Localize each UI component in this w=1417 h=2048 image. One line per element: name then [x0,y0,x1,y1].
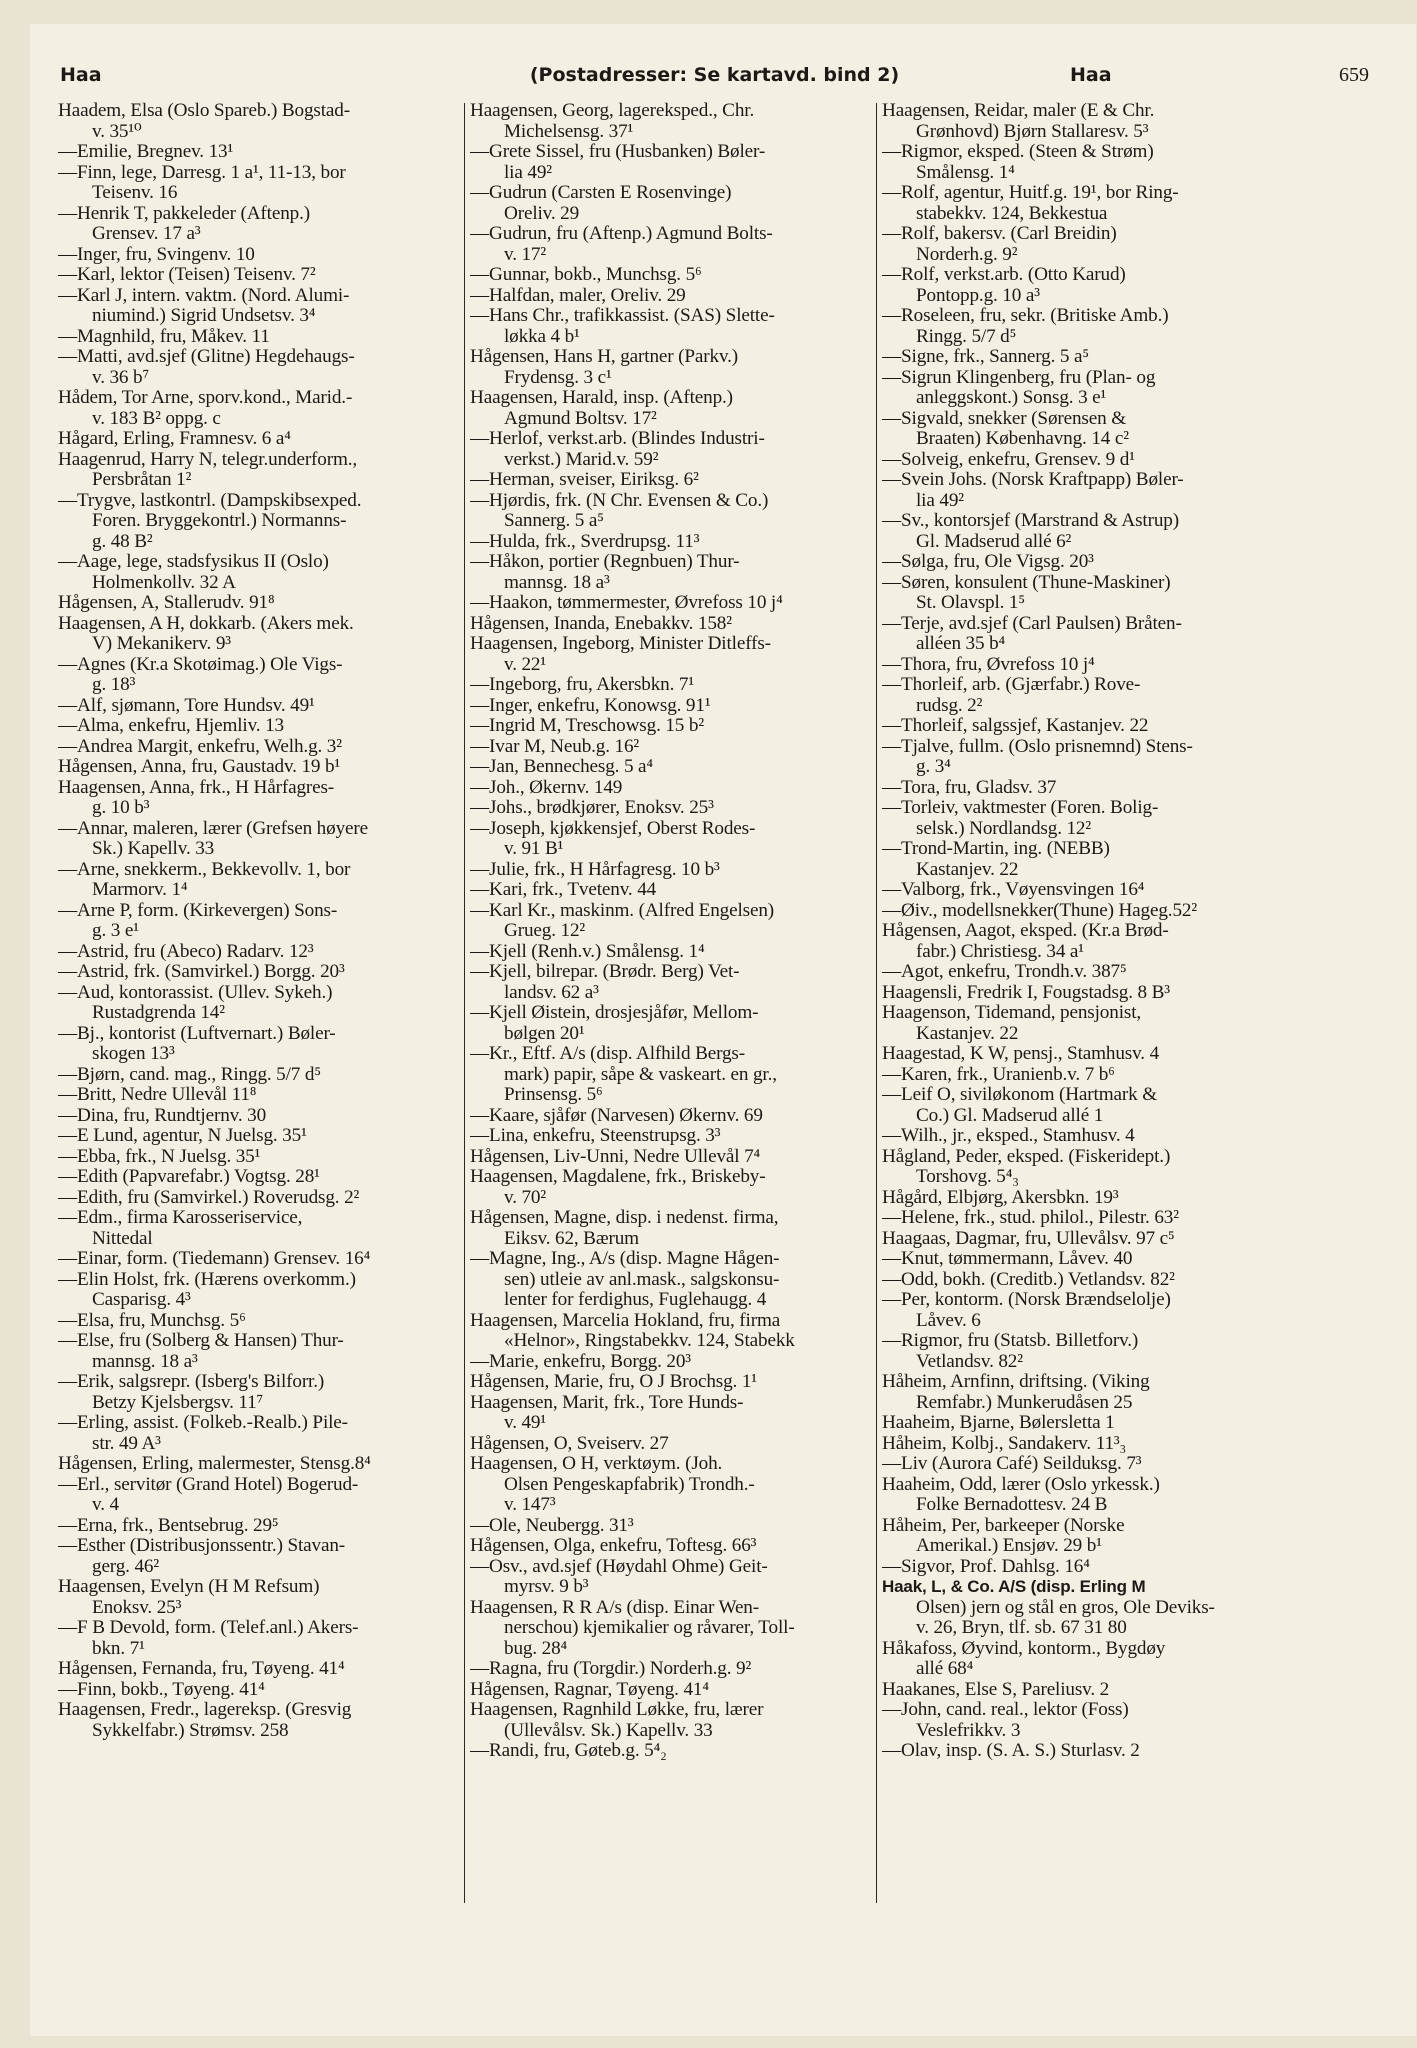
entry-continuation-line: Co.) Gl. Madserud allé 1 [916,1104,1104,1126]
entry-continuation-line: selsk.) Nordlandsg. 12² [916,817,1091,839]
entry-continuation-line: bkn. 7¹ [92,1637,145,1659]
directory-entry-line: —Rolf, agentur, Huitf.g. 19¹, bor Ring- [882,182,1179,203]
directory-entry-line: Haagensen, Ragnhild Løkke, fru, lærer [470,1699,764,1720]
entry-continuation-line: Kastanjev. 22 [916,1022,1019,1044]
directory-entry-line: Haaheim, Odd, lærer (Oslo yrkessk.) [882,1473,1160,1495]
directory-entry-line: Haagenson, Tidemand, pensjonist, [882,1002,1142,1023]
directory-entry-line: —Sigvald, snekker (Sørensen & [882,407,1126,429]
directory-entry-line: —Erling, assist. (Folkeb.-Realb.) Pile- [58,1412,348,1433]
entry-continuation-line: Grueg. 12² [504,920,585,941]
entry-continuation-line: V) Mekanikerv. 9³ [92,633,231,654]
directory-entry-line: —Elin Holst, frk. (Hærens overkomm.) [58,1268,356,1290]
directory-entry-line: —Finn, lege, Darresg. 1 a¹, 11-13, bor [58,161,346,183]
directory-entry-line: —Edm., firma Karosseriservice, [58,1207,303,1228]
entry-continuation-line: v. 35¹⁰ [92,120,142,142]
entry-continuation-line: Folke Bernadottesv. 24 B [916,1494,1108,1515]
directory-entry-line: —Helene, frk., stud. philol., Pilestr. 63² [882,1207,1179,1228]
directory-entry-line: Hågard, Erling, Framnesv. 6 a⁴ [58,428,291,449]
directory-entry-line: —Osv., avd.sjef (Høydahl Ohme) Geit- [470,1555,768,1577]
directory-entry-line: Haagensen, Marcelia Hokland, fru, firma [470,1309,781,1331]
directory-entry-line: Haagestad, K W, pensj., Stamhusv. 4 [882,1043,1160,1064]
entry-continuation-line: Ringg. 5/7 d⁵ [916,325,1017,347]
entry-continuation-line: Kastanjev. 22 [916,858,1019,880]
directory-entry-line: —Valborg, frk., Vøyensvingen 16⁴ [882,879,1145,900]
directory-entry-line: —Julie, frk., H Hårfagresg. 10 b³ [470,858,720,880]
directory-entry-line: —Magne, Ing., A/s (disp. Magne Hågen- [470,1248,780,1269]
entry-continuation-line: Betzy Kjelsbergsv. 11⁷ [92,1391,264,1413]
directory-entry-line: —Tora, fru, Gladsv. 37 [882,776,1057,798]
entry-continuation-line: alléen 35 b⁴ [916,633,1006,654]
directory-entry-line: —Rolf, verkst.arb. (Otto Karud) [882,264,1126,285]
entry-continuation-line: g. 48 B² [92,530,153,552]
directory-entry-line: —Ingrid M, Treschowsg. 15 b² [470,715,704,736]
directory-entry-line: Hådem, Tor Arne, sporv.kond., Marid.- [58,387,353,408]
entry-continuation-line: Amerikal.) Ensjøv. 29 b¹ [916,1535,1102,1556]
directory-entry-line: —Kari, frk., Tvetenv. 44 [470,879,657,900]
entry-continuation-line: Gl. Madserud allé 6² [916,530,1072,552]
entry-continuation-line: gerg. 46² [92,1555,159,1577]
entry-continuation-line: Foren. Bryggekontrl.) Normanns- [92,510,347,531]
directory-entry-line: —Joseph, kjøkkensjef, Oberst Rodes- [470,817,756,839]
column-3 [882,101,1287,1996]
header-center-note: (Postadresser: Se kartavd. bind 2) [529,64,900,86]
directory-entry-line: —Erik, salgsrepr. (Isberg's Bilforr.) [58,1371,325,1392]
directory-entry-line: —Agnes (Kr.a Skotøimag.) Ole Vigs- [58,653,343,675]
entry-continuation-line: (Ullevålsv. Sk.) Kapellv. 33 [504,1719,713,1741]
directory-entry-line: —Edith (Papvarefabr.) Vogtsg. 28¹ [58,1166,320,1187]
directory-entry-line: Håheim, Arnfinn, driftsing. (Viking [882,1371,1150,1392]
directory-entry-line: Haagensen, Ingeborg, Minister Ditleffs- [470,633,771,654]
directory-entry-line: —Trond-Martin, ing. (NEBB) [882,838,1110,859]
entry-continuation-line: Enoksv. 25³ [92,1596,182,1618]
directory-entry-line: —Finn, bokb., Tøyeng. 41⁴ [58,1678,265,1700]
directory-entry-line: Hågensen, Hans H, gartner (Parkv.) [470,346,739,367]
directory-entry-line: —Kjell (Renh.v.) Smålensg. 1⁴ [470,940,705,962]
directory-entry-line: —Henrik T, pakkeleder (Aftenp.) [58,202,310,224]
entry-continuation-line: Sykkelfabr.) Strømsv. 258 [92,1719,289,1741]
entry-continuation-line: Vetlandsv. 82² [916,1350,1023,1372]
entry-continuation-line: Rustadgrenda 14² [92,1002,225,1023]
directory-entry-line: —E Lund, agentur, N Juelsg. 35¹ [58,1125,307,1146]
entry-continuation-line: v. 91 B¹ [504,838,564,859]
directory-entry-line: —Magnhild, fru, Måkev. 11 [58,325,270,347]
directory-entry-line: Hågensen, Inanda, Enebakkv. 158² [470,612,732,634]
directory-entry-line: Haakanes, Else S, Pareliusv. 2 [882,1678,1110,1700]
directory-entry-line: —Kaare, sjåfør (Narvesen) Økernv. 69 [470,1104,763,1126]
column-2 [470,101,875,1996]
directory-entry-line: —Sigrun Klingenberg, fru (Plan- og [882,366,1156,388]
entry-continuation-line: mannsg. 18 a³ [504,571,610,593]
entry-continuation-line: v. 22¹ [504,653,546,675]
directory-entry-line: —Marie, enkefru, Borgg. 20³ [470,1350,691,1372]
entry-continuation-line: Casparisg. 4³ [92,1289,191,1310]
header-left-keyword: Haa [60,64,102,86]
entry-continuation-line: Smålensg. 1⁴ [916,161,1015,183]
directory-entry-line: —Sølga, fru, Ole Vigsg. 20³ [882,551,1094,572]
directory-entry-line: Hågensen, Fernanda, fru, Tøyeng. 41⁴ [58,1658,345,1679]
entry-continuation-line: sen) utleie av anl.mask., salgskonsu- [504,1268,780,1290]
entry-continuation-line: Grensev. 17 a³ [92,223,201,244]
directory-entry-line: —Bj., kontorist (Luftvernart.) Bøler- [58,1022,336,1044]
directory-entry-line: Haagensen, Fredr., lagereksp. (Gresvig [58,1699,352,1720]
page-number: 659 [1339,64,1369,86]
directory-entry-line: Haagensen, Marit, frk., Tore Hunds- [470,1391,744,1413]
directory-entry-line: —Elsa, fru, Munchsg. 5⁶ [58,1309,246,1331]
entry-continuation-line: Persbråtan 1² [92,469,192,490]
entry-continuation-line: mannsg. 18 a³ [92,1350,198,1372]
directory-entry-line: —Agot, enkefru, Trondh.v. 387⁵ [882,961,1127,982]
entry-continuation-line: landsv. 62 a³ [504,981,599,1003]
entry-continuation-line: Torshovg. 5⁴₃ [916,1166,1019,1187]
directory-entry-line: Haagaas, Dagmar, fru, Ullevålsv. 97 c⁵ [882,1227,1175,1249]
entry-continuation-line: verkst.) Marid.v. 59² [504,448,659,470]
directory-entry-line: —Karl J, intern. vaktm. (Nord. Alumi- [58,284,350,306]
directory-entry-line: —Edith, fru (Samvirkel.) Roverudsg. 2² [58,1186,360,1208]
directory-entry-line: —Sv., kontorsjef (Marstrand & Astrup) [882,510,1179,531]
directory-columns [58,101,1274,1996]
entry-continuation-line: bølgen 20¹ [504,1022,585,1044]
directory-entry-line: Hågland, Peder, eksped. (Fiskeridept.) [882,1145,1171,1167]
directory-entry-line: —Ole, Neubergg. 31³ [470,1514,634,1536]
entry-continuation-line: Holmenkollv. 32 A [92,571,236,593]
directory-entry-line: —Håkon, portier (Regnbuen) Thur- [470,551,740,572]
directory-entry-line: —Else, fru (Solberg & Hansen) Thur- [58,1330,344,1351]
directory-entry-line: Hågensen, Anna, fru, Gaustadv. 19 b¹ [58,756,341,777]
directory-entry-line: —Dina, fru, Rundtjernv. 30 [58,1104,267,1126]
directory-entry-line: —Aud, kontorassist. (Ullev. Sykeh.) [58,981,333,1003]
directory-entry-line: —Esther (Distribusjonssentr.) Stavan- [58,1535,346,1556]
entry-continuation-line: Frydensg. 3 c¹ [504,366,612,388]
directory-entry-line: Haagensen, Magdalene, frk., Briskeby- [470,1166,766,1187]
entry-continuation-line: Låvev. 6 [916,1309,981,1331]
entry-continuation-line: løkka 4 b¹ [504,325,580,347]
directory-entry-line: —Thora, fru, Øvrefoss 10 j⁴ [882,653,1095,675]
entry-continuation-line: bug. 28⁴ [504,1637,568,1659]
entry-continuation-line: «Helnor», Ringstabekkv. 124, Stabekk [504,1330,795,1351]
directory-entry-line: —Johs., brødkjører, Enoksv. 25³ [470,797,714,818]
directory-entry-line: Hågensen, Aagot, eksped. (Kr.a Brød- [882,920,1169,941]
entry-continuation-line: v. 4 [92,1494,119,1515]
directory-entry-line: —Rigmor, fru (Statsb. Billetforv.) [882,1330,1139,1351]
entry-continuation-line: Michelsensg. 37¹ [504,120,634,142]
entry-continuation-line: Agmund Boltsv. 17² [504,407,657,429]
directory-entry-line: —Joh., Økernv. 149 [470,776,623,798]
entry-continuation-line: lia 49² [916,489,964,511]
entry-continuation-line: Pontopp.g. 10 a³ [916,284,1040,306]
directory-entry-line: —Britt, Nedre Ullevål 11⁸ [58,1084,257,1105]
directory-entry-line: —Halfdan, maler, Oreliv. 29 [470,284,686,306]
directory-entry-line: —Karen, frk., Uranienb.v. 7 b⁶ [882,1063,1115,1085]
directory-entry-line: —Sigvor, Prof. Dahlsg. 16⁴ [882,1555,1090,1577]
directory-entry-line: Håheim, Kolbj., Sandakerv. 11³₃ [882,1432,1127,1454]
entry-continuation-line: Nittedal [92,1227,153,1249]
entry-continuation-line: niumind.) Sigrid Undsetsv. 3⁴ [92,305,316,326]
entry-continuation-line: v. 70² [504,1186,546,1208]
directory-entry-line: —Jan, Bennechesg. 5 a⁴ [470,756,653,777]
directory-entry-line: —F B Devold, form. (Telef.anl.) Akers- [58,1617,359,1638]
directory-entry-line: —Wilh., jr., eksped., Stamhusv. 4 [882,1125,1135,1146]
directory-entry-line: Haagenrud, Harry N, telegr.underform., [58,448,358,470]
directory-entry-line: —Thorleif, arb. (Gjærfabr.) Rove- [882,674,1141,695]
directory-entry-line: —Signe, frk., Sannerg. 5 a⁵ [882,346,1089,367]
entry-continuation-line: v. 183 B² oppg. c [92,407,221,429]
directory-entry-line: —Andrea Margit, enkefru, Welh.g. 3² [58,735,342,757]
directory-entry-line: —Odd, bokh. (Creditb.) Vetlandsv. 82² [882,1268,1175,1290]
directory-entry-line: Hågensen, Olga, enkefru, Toftesg. 66³ [470,1535,757,1556]
page-header [60,64,1369,94]
directory-entry-line: —Hulda, frk., Sverdrupsg. 11³ [470,530,700,552]
directory-entry-line: —Herlof, verkst.arb. (Blindes Industri- [470,428,765,449]
entry-continuation-line: Teisenv. 16 [92,182,178,203]
entry-continuation-line: allé 68⁴ [916,1658,974,1679]
directory-entry-line: —Kr., Eftf. A/s (disp. Alfhild Bergs- [470,1043,745,1064]
directory-entry-line: Haak, L, & Co. A/S (disp. Erling M [882,1577,1146,1596]
directory-entry-line: Haadem, Elsa (Oslo Spareb.) Bogstad- [58,101,350,121]
directory-entry-line: —Knut, tømmermann, Låvev. 40 [882,1248,1133,1269]
directory-entry-line: —Herman, sveiser, Eiriksg. 6² [470,469,699,490]
entry-continuation-line: Veslefrikkv. 3 [916,1719,1021,1741]
directory-entry-line: Hågensen, Marie, fru, O J Brochsg. 1¹ [470,1371,757,1392]
directory-entry-line: —Ingeborg, fru, Akersbkn. 7¹ [470,674,694,695]
entry-continuation-line: v. 26, Bryn, tlf. sb. 67 31 80 [916,1617,1127,1638]
entry-continuation-line: Olsen) jern og stål en gros, Ole Deviks- [916,1596,1215,1618]
directory-entry-line: —Einar, form. (Tiedemann) Grensev. 16⁴ [58,1248,371,1269]
directory-entry-line: —Roseleen, fru, sekr. (Britiske Amb.) [882,305,1169,326]
entry-continuation-line: v. 147³ [504,1494,556,1515]
directory-entry-line: —Liv (Aurora Café) Seilduksg. 7³ [882,1453,1142,1474]
directory-entry-line: —Terje, avd.sjef (Carl Paulsen) Bråten- [882,612,1182,634]
directory-entry-line: Haaheim, Bjarne, Bølersletta 1 [882,1412,1115,1433]
entry-continuation-line: lia 49² [504,161,552,183]
directory-entry-line: Hågensen, Magne, disp. i nedenst. firma, [470,1207,779,1228]
entry-continuation-line: Sk.) Kapellv. 33 [92,838,215,859]
directory-entry-line: —Randi, fru, Gøteb.g. 5⁴₂ [470,1740,667,1761]
entry-continuation-line: rudsg. 2² [916,694,983,716]
directory-entry-line: —Solveig, enkefru, Grensev. 9 d¹ [882,448,1135,470]
directory-entry-line: —Ebba, frk., N Juelsg. 35¹ [58,1145,261,1167]
directory-entry-line: Haagensen, Reidar, maler (E & Chr. [882,101,1155,121]
directory-entry-line: —Ivar M, Neub.g. 16² [470,735,640,757]
directory-entry-line: —Hans Chr., trafikkassist. (SAS) Slette- [470,305,775,326]
directory-entry-line: —Arne P, form. (Kirkevergen) Sons- [58,899,338,921]
directory-entry-line: —Torleiv, vaktmester (Foren. Bolig- [882,797,1159,818]
entry-continuation-line: fabr.) Christiesg. 34 a¹ [916,940,1084,962]
directory-entry-line: —Søren, konsulent (Thune-Maskiner) [882,571,1171,593]
directory-entry-line: —Erl., servitør (Grand Hotel) Bogerud- [58,1473,359,1495]
directory-entry-line: —Alma, enkefru, Hjemliv. 13 [58,715,284,736]
entry-continuation-line: anleggskont.) Sonsg. 3 e¹ [916,387,1107,408]
directory-entry-line: —Lina, enkefru, Steenstrupsg. 3³ [470,1125,721,1146]
directory-entry-line: —Bjørn, cand. mag., Ringg. 5/7 d⁵ [58,1063,321,1085]
entry-continuation-line: Braaten) Københavng. 14 c² [916,428,1129,449]
directory-entry-line: —Kjell Øistein, drosjesjåfør, Mellom- [470,1002,759,1023]
directory-entry-line: Haagensen, A H, dokkarb. (Akers mek. [58,612,354,634]
directory-entry-line: —Karl Kr., maskinm. (Alfred Engelsen) [470,899,775,921]
entry-continuation-line: lenter for ferdighus, Fuglehaugg. 4 [504,1289,767,1310]
directory-entry-line: Hågensen, O, Sveiserv. 27 [470,1432,669,1454]
directory-entry-line: Haagensen, R R A/s (disp. Einar Wen- [470,1596,759,1618]
directory-entry-line: Hågård, Elbjørg, Akersbkn. 19³ [882,1186,1119,1208]
directory-entry-line: —Annar, maleren, lærer (Grefsen høyere [58,817,368,839]
directory-entry-line: Håheim, Per, barkeeper (Norske [882,1514,1125,1536]
directory-entry-line: —Erna, frk., Bentsebrug. 29⁵ [58,1514,279,1536]
entry-continuation-line: Oreliv. 29 [504,202,580,224]
entry-continuation-line: nerschou) kjemikalier og råvarer, Toll- [504,1617,795,1638]
directory-entry-line: —Emilie, Bregnev. 13¹ [58,141,234,162]
directory-entry-line: —Grete Sissel, fru (Husbanken) Bøler- [470,141,766,162]
entry-continuation-line: Remfabr.) Munkerudåsen 25 [916,1391,1133,1413]
directory-entry-line: —Rolf, bakersv. (Carl Breidin) [882,223,1117,244]
directory-entry-line: Håkafoss, Øyvind, kontorm., Bygdøy [882,1637,1166,1659]
entry-continuation-line: Eiksv. 62, Bærum [504,1227,639,1249]
entry-continuation-line: skogen 13³ [92,1043,175,1064]
directory-entry-line: —Karl, lektor (Teisen) Teisenv. 7² [58,264,316,285]
header-right-keyword: Haa [1070,64,1112,86]
entry-continuation-line: mark) papir, såpe & vaskeart. en gr., [504,1063,777,1085]
entry-continuation-line: Grønhovd) Bjørn Stallaresv. 5³ [916,120,1149,142]
directory-entry-line: —Arne, snekkerm., Bekkevollv. 1, bor [58,858,351,880]
entry-continuation-line: Sannerg. 5 a⁵ [504,510,604,531]
directory-entry-line: —Astrid, frk. (Samvirkel.) Borgg. 20³ [58,961,345,982]
directory-entry-line: Hågensen, Ragnar, Tøyeng. 41⁴ [470,1678,709,1700]
directory-entry-line: —Alf, sjømann, Tore Hundsv. 49¹ [58,694,315,716]
entry-continuation-line: stabekkv. 124, Bekkestua [916,202,1108,224]
column-divider [464,103,465,1903]
directory-entry-line: Haagensen, Georg, lagereksped., Chr. [470,101,755,121]
directory-entry-line: —Inger, enkefru, Konowsg. 91¹ [470,694,711,716]
directory-entry-line: —Leif O, siviløkonom (Hartmark & [882,1084,1157,1105]
directory-entry-line: —Inger, fru, Svingenv. 10 [58,243,255,265]
directory-entry-line: —Gudrun (Carsten E Rosenvinge) [470,182,732,203]
entry-continuation-line: v. 17² [504,243,546,265]
directory-entry-line: —Olav, insp. (S. A. S.) Sturlasv. 2 [882,1740,1140,1761]
entry-continuation-line: Prinsensg. 5⁶ [504,1084,603,1105]
directory-entry-line: —Haakon, tømmermester, Øvrefoss 10 j⁴ [470,592,783,613]
directory-entry-line: Hågensen, Liv-Unni, Nedre Ullevål 7⁴ [470,1145,761,1167]
entry-continuation-line: g. 10 b³ [92,797,150,818]
directory-entry-line: Haagensli, Fredrik I, Fougstadsg. 8 B³ [882,981,1170,1003]
directory-entry-line: —Hjørdis, frk. (N Chr. Evensen & Co.) [470,489,769,511]
column-divider [876,103,877,1903]
directory-entry-line: —Ragna, fru (Torgdir.) Norderh.g. 9² [470,1658,752,1679]
directory-entry-line: —Thorleif, salgssjef, Kastanjev. 22 [882,715,1149,736]
entry-continuation-line: St. Olavspl. 1⁵ [916,592,1025,613]
entry-continuation-line: myrsv. 9 b³ [504,1576,589,1597]
directory-entry-line: Hågensen, A, Stallerudv. 91⁸ [58,592,275,613]
entry-continuation-line: g. 3⁴ [916,756,951,777]
directory-entry-line: Haagensen, O H, verktøym. (Joh. [470,1453,723,1474]
directory-entry-line: —Aage, lege, stadsfysikus II (Oslo) [58,551,329,572]
entry-continuation-line: Marmorv. 1⁴ [92,879,188,900]
directory-entry-line: —Rigmor, eksped. (Steen & Strøm) [882,141,1154,162]
directory-entry-line: —Gunnar, bokb., Munchsg. 5⁶ [470,264,702,285]
directory-entry-line: —Trygve, lastkontrl. (Dampskibsexped. [58,489,362,511]
entry-continuation-line: v. 36 b⁷ [92,366,150,388]
directory-entry-line: Haagensen, Harald, insp. (Aftenp.) [470,387,733,408]
directory-entry-line: Haagensen, Anna, frk., H Hårfagres- [58,776,335,798]
directory-entry-line: Hågensen, Erling, malermester, Stensg.8⁴ [58,1453,371,1474]
directory-entry-line: —Gudrun, fru (Aftenp.) Agmund Bolts- [470,223,773,244]
directory-entry-line: —Tjalve, fullm. (Oslo prisnemnd) Stens- [882,735,1193,757]
directory-entry-line: —Svein Johs. (Norsk Kraftpapp) Bøler- [882,469,1184,490]
column-1 [58,101,463,1996]
entry-continuation-line: g. 18³ [92,674,136,695]
directory-entry-line: —Per, kontorm. (Norsk Brændselolje) [882,1289,1171,1310]
entry-continuation-line: Olsen Pengeskapfabrik) Trondh.- [504,1473,755,1495]
entry-continuation-line: v. 49¹ [504,1412,546,1433]
entry-continuation-line: g. 3 e¹ [92,920,139,941]
directory-entry-line: —Øiv., modellsnekker(Thune) Hageg.52² [882,899,1197,921]
directory-entry-line: —Matti, avd.sjef (Glitne) Hegdehaugs- [58,346,355,367]
entry-continuation-line: Norderh.g. 9² [916,243,1018,265]
directory-entry-line: —Astrid, fru (Abeco) Radarv. 12³ [58,940,314,962]
directory-entry-line: Haagensen, Evelyn (H M Refsum) [58,1576,320,1597]
entry-continuation-line: str. 49 A³ [92,1432,161,1454]
directory-entry-line: —Kjell, bilrepar. (Brødr. Berg) Vet- [470,961,740,982]
directory-entry-line: —John, cand. real., lektor (Foss) [882,1699,1129,1720]
